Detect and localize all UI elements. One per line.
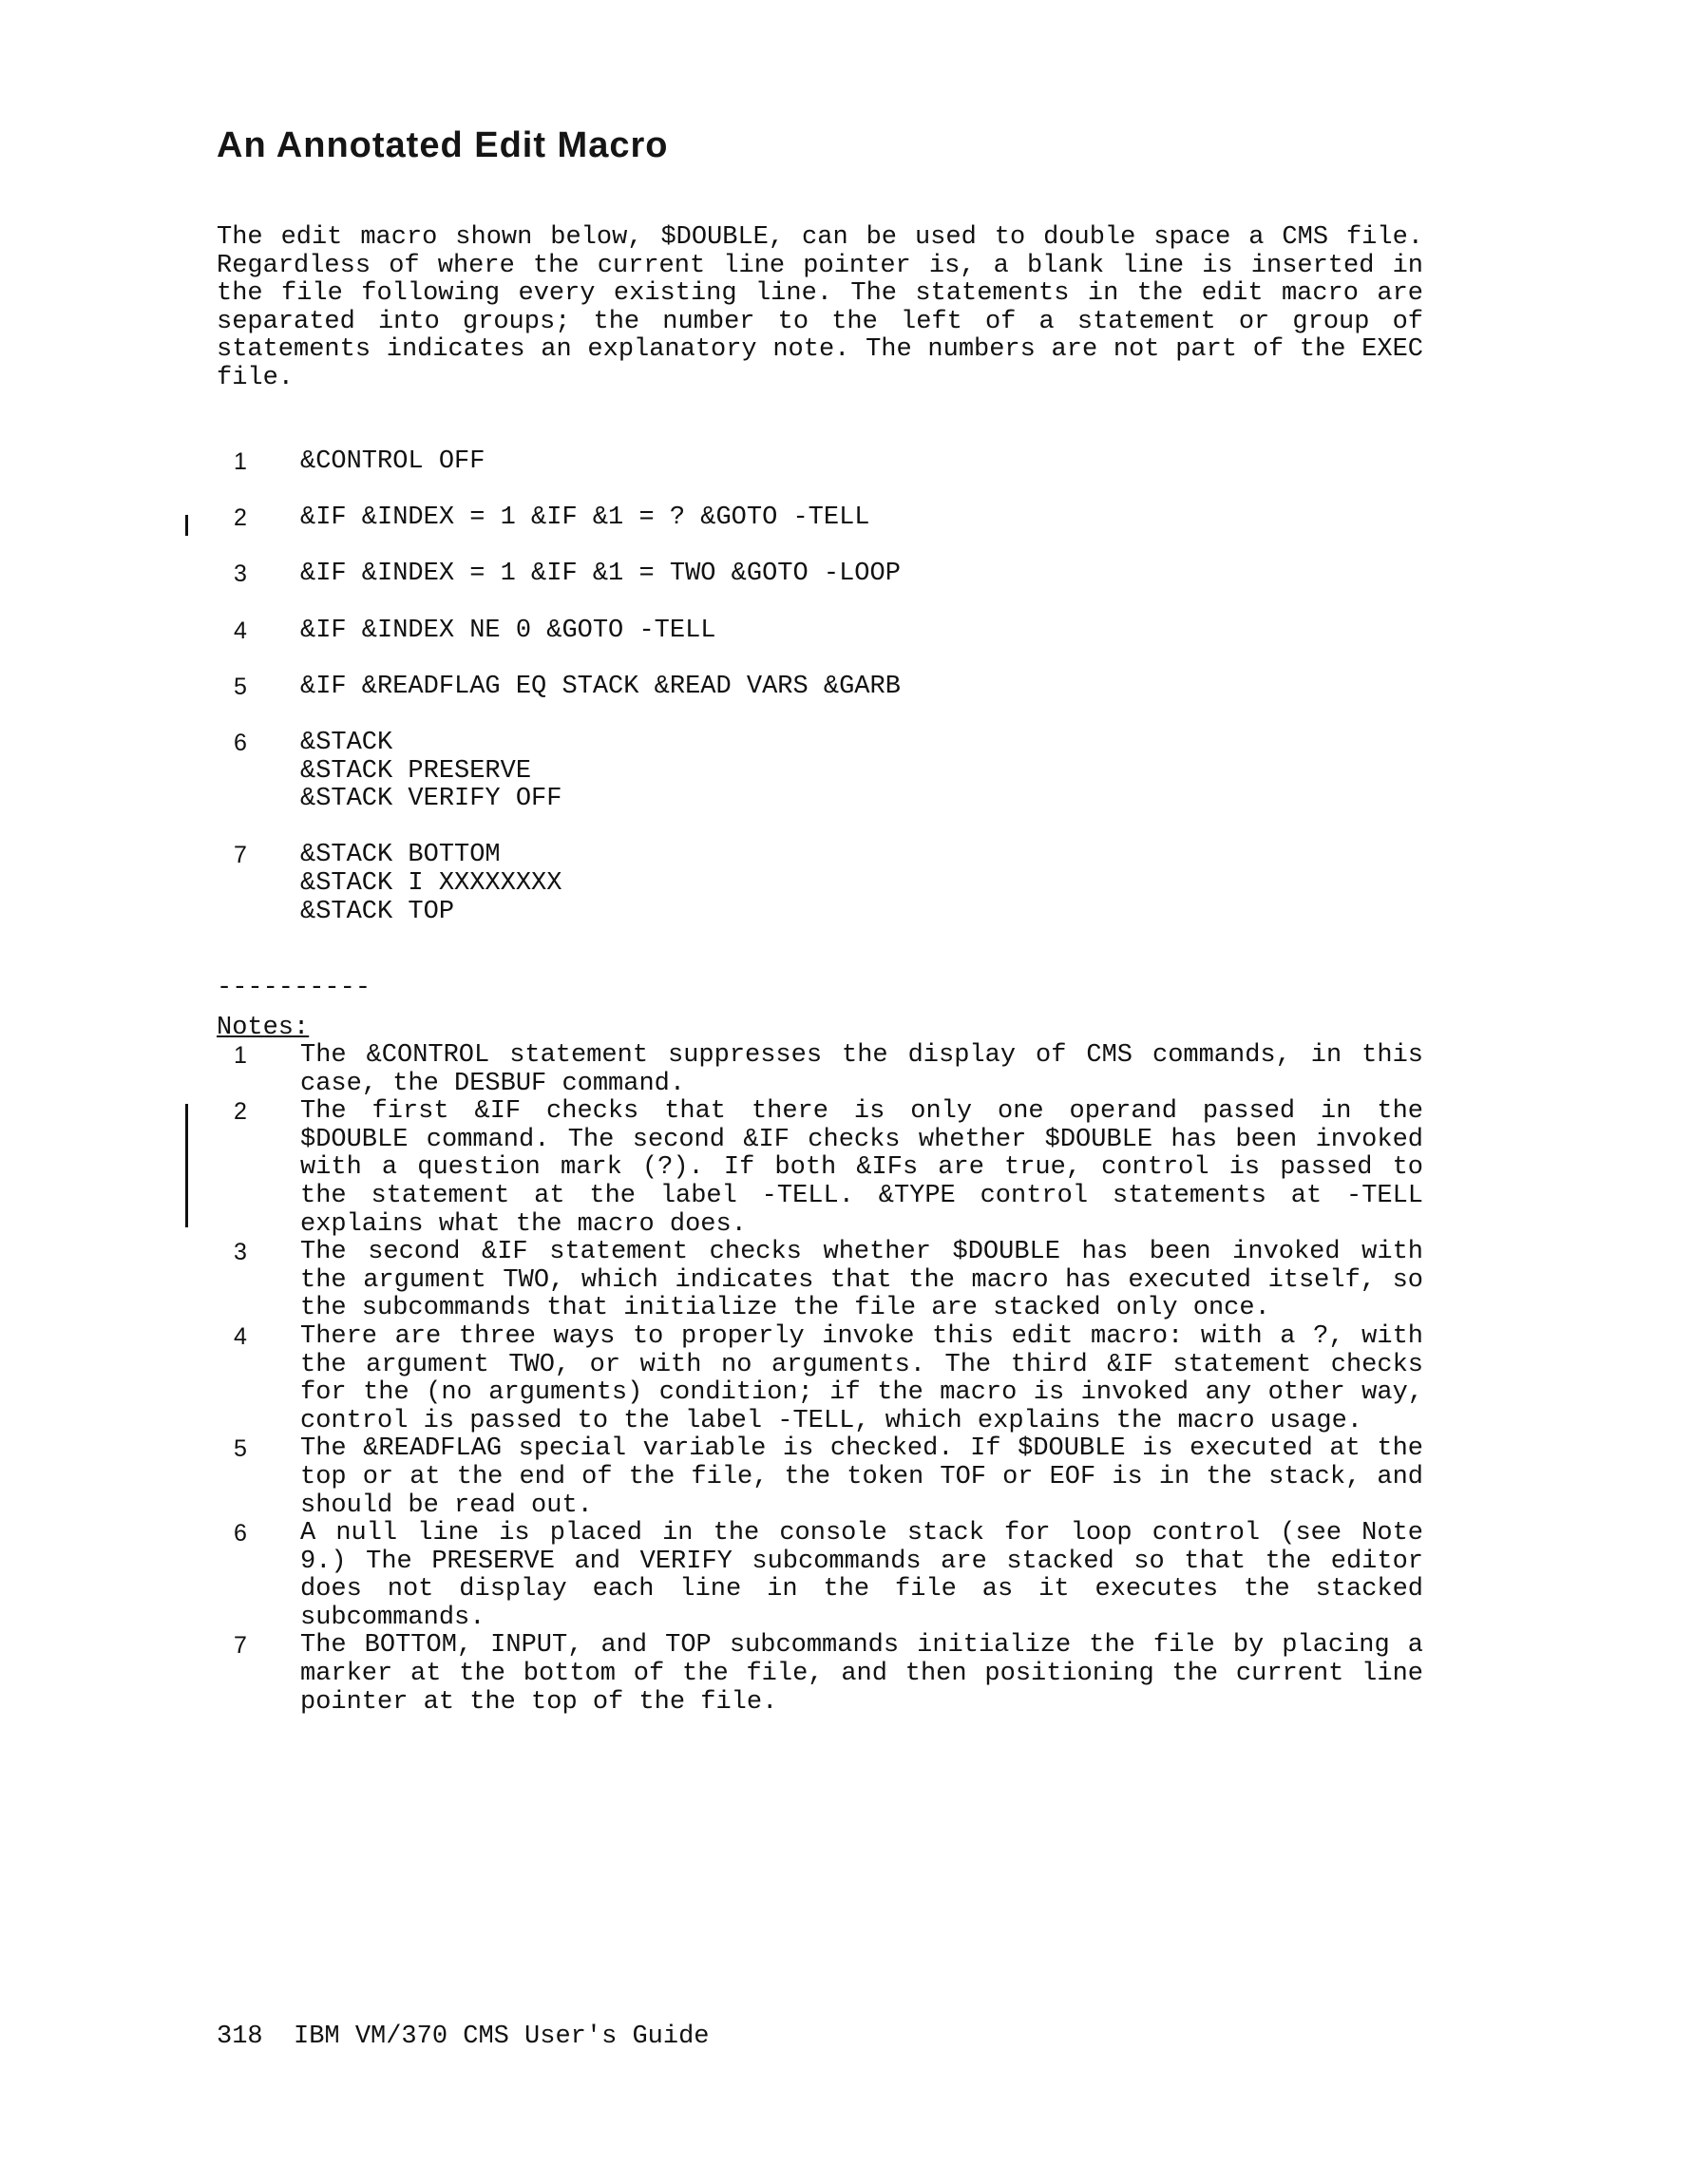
code-group-number: 7 xyxy=(234,842,247,869)
code-group-7 xyxy=(217,842,1167,926)
note-5 xyxy=(217,1435,1423,1520)
note-text: There are three ways to properly invoke this edit macro: with a ?, with the argument TWO, or with no arguments. The third &IF statement checks for the (no arguments) condition; if the macro is invoked any other way, control is passed to the label -TELL, which explains the macro usage. xyxy=(300,1321,1423,1435)
note-text: A null line is placed in the console stack for loop control (see Note 9.) The PRESERVE and VERIFY subcommands are stacked so that the editor does not display each line in the file as it executes the stacked subcommands. xyxy=(300,1519,1423,1632)
code-line: &STACK VERIFY OFF xyxy=(300,785,562,814)
note-number: 1 xyxy=(234,1042,247,1069)
note-2 xyxy=(217,1098,1423,1239)
notes-list xyxy=(217,1042,1423,1717)
code-line: &STACK TOP xyxy=(300,897,455,926)
code-group-number: 2 xyxy=(234,504,247,532)
page-footer: 318 IBM VM/370 CMS User's Guide xyxy=(217,2023,710,2051)
note-4 xyxy=(217,1323,1423,1435)
note-3 xyxy=(217,1239,1423,1323)
code-line: &CONTROL OFF xyxy=(300,447,485,476)
code-line: &IF &READFLAG EQ STACK &READ VARS &GARB xyxy=(300,672,901,701)
code-group-number: 6 xyxy=(234,729,247,756)
code-group-5 xyxy=(217,674,1167,702)
code-group-number: 3 xyxy=(234,560,247,588)
code-group-3 xyxy=(217,560,1167,589)
note-6 xyxy=(217,1520,1423,1632)
note-text: The BOTTOM, INPUT, and TOP subcommands initialize the file by placing a marker at the bottom of the file, and then positioning the current line pointer at the top of the file. xyxy=(300,1631,1423,1717)
note-text: The &CONTROL statement suppresses the display of CMS commands, in this case, the DESBUF command. xyxy=(300,1041,1423,1098)
code-line: &IF &INDEX NE 0 &GOTO -TELL xyxy=(300,616,716,645)
code-line: &STACK xyxy=(300,728,393,757)
note-text: The &READFLAG special variable is checked. If $DOUBLE is executed at the top or at the end of the file, the token TOF or EOF is in the stack, and should be read out. xyxy=(300,1434,1423,1520)
revision-bar xyxy=(185,515,188,536)
note-number: 5 xyxy=(234,1435,247,1463)
code-group-2 xyxy=(217,504,1167,533)
code-group-6 xyxy=(217,730,1167,814)
code-line: &IF &INDEX = 1 &IF &1 = ? &GOTO -TELL xyxy=(300,503,870,533)
note-number: 6 xyxy=(234,1520,247,1548)
note-text: The second &IF statement checks whether $DOUBLE has been invoked with the argument TWO, which indicates that the macro has executed itself, so the subcommands that initialize the file are stacked only once. xyxy=(300,1238,1423,1323)
notes-heading: Notes: xyxy=(217,1014,310,1042)
note-number: 3 xyxy=(234,1239,247,1266)
macro-listing xyxy=(217,448,1167,955)
page-title: An Annotated Edit Macro xyxy=(217,125,669,165)
code-group-4 xyxy=(217,617,1167,646)
code-group-number: 5 xyxy=(234,673,247,700)
intro-paragraph xyxy=(217,224,1423,393)
note-number: 2 xyxy=(234,1098,247,1126)
note-text: The first &IF checks that there is only one operand passed in the $DOUBLE command. The second &IF checks whether $DOUBLE has been invoked with a question mark (?). If both &IFs are true, control is passed to the statement at the label -TELL. &TYPE control statements at -TELL explains what the macro does. xyxy=(300,1097,1423,1239)
code-line: &STACK BOTTOM xyxy=(300,841,501,870)
separator-line: ---------- xyxy=(217,974,371,1002)
code-line: &IF &INDEX = 1 &IF &1 = TWO &GOTO -LOOP xyxy=(300,560,901,589)
code-line: &STACK I XXXXXXXX xyxy=(300,868,562,898)
code-group-number: 1 xyxy=(234,448,247,475)
code-group-1 xyxy=(217,448,1167,477)
note-number: 4 xyxy=(234,1322,247,1350)
code-group-number: 4 xyxy=(234,617,247,644)
code-line: &STACK PRESERVE xyxy=(300,756,532,786)
note-1 xyxy=(217,1042,1423,1098)
intro-text: The edit macro shown below, $DOUBLE, can be used to double space a CMS file. Regardless of where the current line pointer is, a blank line is inserted in the file following every existing line. The statements in the edit macro are separated into groups; the number to the left of a statement or group of statements indicates an explanatory note. The numbers are not part of the EXEC file. xyxy=(217,223,1423,392)
note-7 xyxy=(217,1632,1423,1717)
note-number: 7 xyxy=(234,1632,247,1660)
revision-bar xyxy=(185,1104,188,1227)
